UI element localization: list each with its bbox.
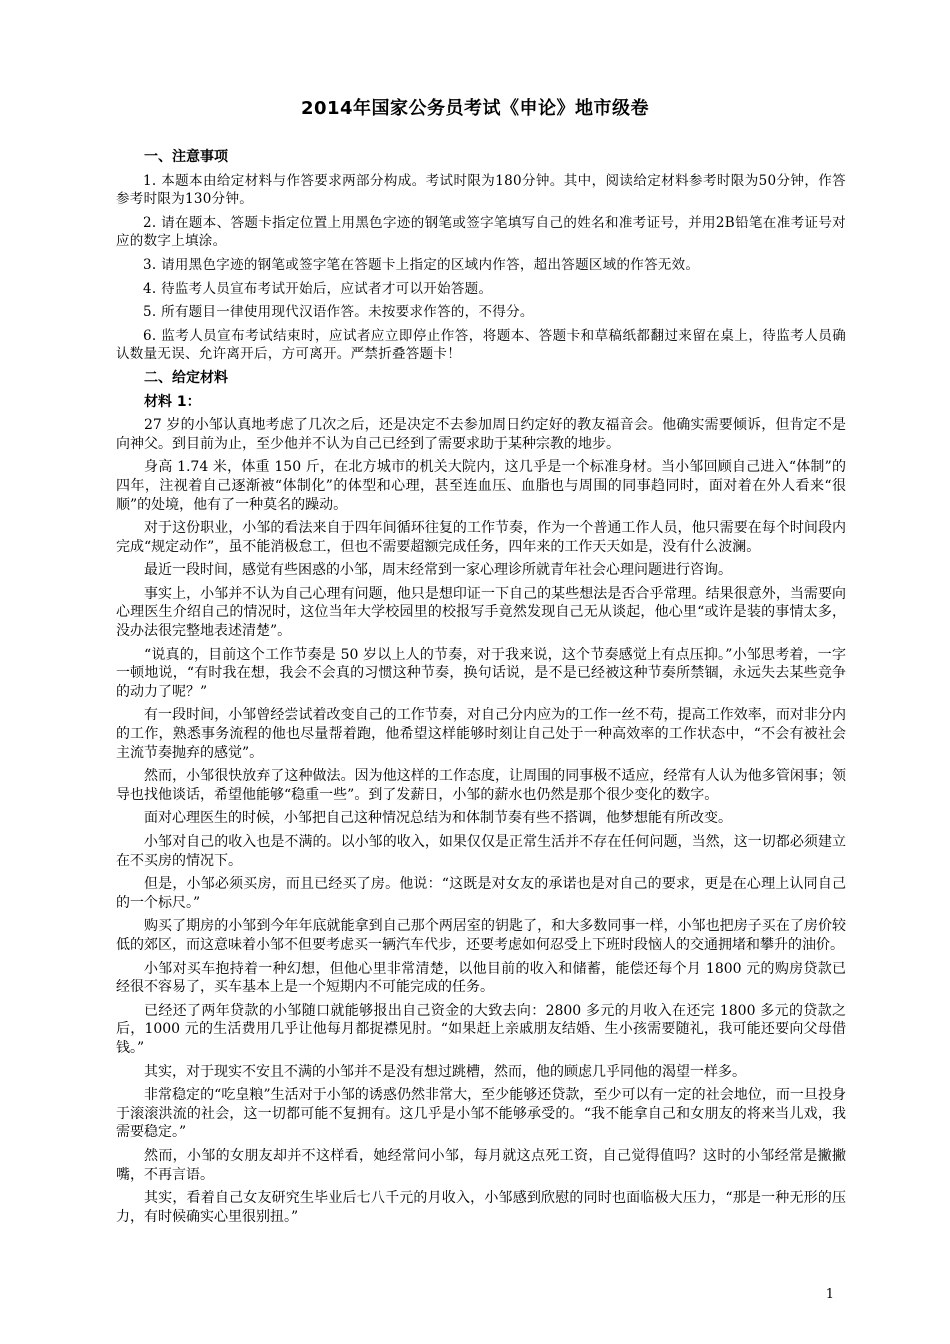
section-heading-notes: 一、注意事项 xyxy=(144,149,228,165)
material-paragraph: 有一段时间，小邹曾经尝试着改变自己的工作节奏，对自己分内应为的工作一丝不苟，提高工作效率，而对非分内的工作，熟悉事务流程的他也尽量帮着跑，他希望这样能够时刻让自己处于一种高效率的工作状态中，“不会有被社会主流节奏抛弃的感觉”。 xyxy=(116,707,846,761)
material-paragraph: 已经还了两年贷款的小邹随口就能够报出自己资金的大致去向：2800 多元的月收入在还完 1800 多元的贷款之后，1000 元的生活费用几乎让他每月都捉襟见肘。“如果赶上亲戚朋友结婚、生小孩需要随礼，我可能还要向父母借钱。” xyxy=(116,1002,846,1056)
document-title: 2014年国家公务员考试《申论》地市级卷 xyxy=(300,98,650,119)
material-paragraph: 对于这份职业，小邹的看法来自于四年间循环往复的工作节奏，作为一个普通工作人员，他只需要在每个时间段内完成“规定动作”，虽不能消极怠工，但也不需要超额完成任务，四年来的工作天天如是，没有什么波澜。 xyxy=(116,520,846,555)
material-paragraph: 然而，小邹很快放弃了这种做法。因为他这样的工作态度，让周围的同事极不适应，经常有人认为他多管闲事；领导也找他谈话，希望他能够“稳重一些”。到了发薪日，小邹的薪水也仍然是那个很少变化的数字。 xyxy=(116,768,846,803)
note-item: 1. 本题本由给定材料与作答要求两部分构成。考试时限为180分钟。其中，阅读给定材料参考时限为50分钟，作答参考时限为130分钟。 xyxy=(116,172,846,208)
section-heading-materials: 二、给定材料 xyxy=(144,369,228,386)
material-paragraph: 其实，对于现实不安且不满的小邹并不是没有想过跳槽，然而，他的顾虑几乎同他的渴望一样多。 xyxy=(144,1063,746,1080)
material-label: 材料 1： xyxy=(144,393,201,410)
note-item: 6. 监考人员宣布考试结束时，应试者应立即停止作答，将题本、答题卡和草稿纸都翻过来留在桌上，待监考人员确认数量无误、允许离开后，方可离开。严禁折叠答题卡！ xyxy=(116,327,846,363)
material-paragraph: 但是，小邹必须买房，而且已经买了房。他说：“这既是对女友的承诺也是对自己的要求，更是在心理上认同自己的一个标尺。” xyxy=(116,876,846,911)
material-paragraph: 小邹对买车抱持着一种幻想，但他心里非常清楚，以他目前的收入和储蓄，能偿还每个月 1800 元的购房贷款已经很不容易了，买车基本上是一个短期内不可能完成的任务。 xyxy=(116,960,846,996)
material-paragraph: 购买了期房的小邹到今年年底就能拿到自己那个两居室的钥匙了，和大多数同事一样，小邹也把房子买在了房价较低的郊区，而这意味着小邹不但要考虑买一辆汽车代步，还要考虑如何忍受上下班时段恼人的交通拥堵和攀升的油价。 xyxy=(116,918,846,953)
material-paragraph: 面对心理医生的时候，小邹把自己这种情况总结为和体制节奏有些不搭调，他梦想能有所改变。 xyxy=(144,810,732,827)
note-item: 3. 请用黑色字迹的钢笔或签字笔在答题卡上指定的区域内作答，超出答题区域的作答无效。 xyxy=(143,256,700,273)
note-item: 4. 待监考人员宣布考试开始后，应试者才可以开始答题。 xyxy=(143,280,493,297)
note-item: 5. 所有题目一律使用现代汉语作答。未按要求作答的，不得分。 xyxy=(143,304,534,321)
note-item: 2. 请在题本、答题卡指定位置上用黑色字迹的钢笔或签字笔填写自己的姓名和准考证号，并用2B铅笔在准考证号对应的数字上填涂。 xyxy=(116,214,846,250)
material-paragraph: 身高 1.74 米，体重 150 斤，在北方城市的机关大院内，这几乎是一个标准身材。当小邹回顾自己进入“体制”的四年，注视着自己逐渐被“体制化”的体型和心理，甚至连血压、血脂也与周围的同事趋同时，面对着在外人看来“很顺”的处境，他有了一种莫名的躁动。 xyxy=(116,459,846,513)
material-paragraph: 27 岁的小邹认真地考虑了几次之后，还是决定不去参加周日约定好的教友福音会。他确实需要倾诉，但肯定不是向神父。到目前为止，至少他并不认为自己已经到了需要求助于某种宗教的地步。 xyxy=(116,417,846,452)
material-paragraph: “说真的，目前这个工作节奏是 50 岁以上人的节奏，对于我来说，这个节奏感觉上有点压抑。”小邹思考着，一字一顿地说，“有时我在想，我会不会真的习惯这种节奏，换句话说，是不是已经被这种节奏所禁锢，永远失去某些竞争的动力了呢？” xyxy=(116,646,846,700)
material-paragraph: 最近一段时间，感觉有些困惑的小邹，周末经常到一家心理诊所就青年社会心理问题进行咨询。 xyxy=(144,562,732,579)
material-paragraph: 事实上，小邹并不认为自己心理有问题，他只是想印证一下自己的某些想法是否合乎常理。结果很意外，当需要向心理医生介绍自己的情况时，这位当年大学校园里的校报写手竟然发现自己无从谈起，他心里“或许是装的事情太多，没办法很完整地表述清楚”。 xyxy=(116,585,846,640)
material-paragraph: 非常稳定的“吃皇粮”生活对于小邹的诱惑仍然非常大，至少能够还贷款，至少可以有一定的社会地位，而一旦投身于滚滚洪流的社会，这一切都可能不复拥有。这几乎是小邹不能够承受的。“我不能拿自己和女朋友的将来当儿戏，我需要稳定。” xyxy=(116,1087,846,1141)
document-body xyxy=(116,148,846,1231)
material-paragraph: 其实，看着自己女友研究生毕业后七八千元的月收入，小邹感到欣慰的同时也面临极大压力，“那是一种无形的压力，有时候确实心里很别扭。” xyxy=(116,1190,846,1225)
page-number: 1 xyxy=(825,1287,834,1302)
material-paragraph: 然而，小邹的女朋友却并不这样看，她经常问小邹，每月就这点死工资，自己觉得值吗？这时的小邹经常是撇撇嘴，不再言语。 xyxy=(116,1147,846,1183)
material-paragraph: 小邹对自己的收入也是不满的。以小邹的收入，如果仅仅是正常生活并不存在任何问题，当然，这一切都必须建立在不买房的情况下。 xyxy=(116,834,846,869)
